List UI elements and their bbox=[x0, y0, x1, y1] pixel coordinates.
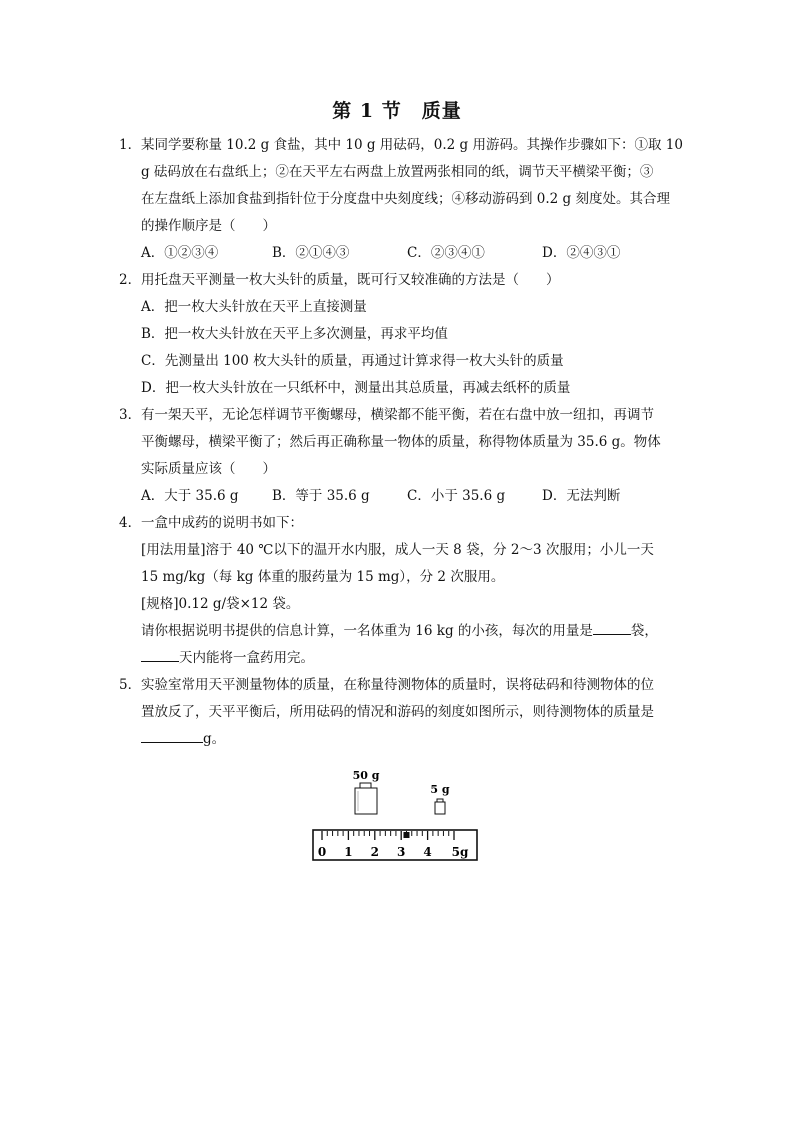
question-text-line: g 砝码放在右盘纸上；②在天平左右两盘上放置两张相同的纸，调节天平横梁平衡；③ bbox=[141, 164, 654, 180]
rider-marker bbox=[403, 832, 409, 838]
question-text: 天内能将一盒药用完。 bbox=[179, 650, 314, 666]
option-c: C．②③④① bbox=[407, 245, 485, 261]
question-text-line: 的操作顺序是（ ） bbox=[141, 218, 276, 234]
question-text-line: 有一架天平，无论怎样调节平衡螺母，横梁都不能平衡，若在右盘中放一纽扣，再调节 bbox=[141, 407, 654, 423]
rider-scale bbox=[313, 830, 477, 860]
question-2 bbox=[119, 267, 679, 402]
option-c: C．先测量出 100 枚大头针的质量，再通过计算求得一枚大头针的质量 bbox=[141, 353, 564, 369]
question-text: 袋， bbox=[630, 623, 658, 639]
question-text-line: 置放反了，天平平衡后，所用砝码的情况和游码的刻度如图所示，则待测物体的质量是 bbox=[141, 704, 654, 720]
question-number: 3． bbox=[119, 407, 142, 423]
usage-text-line: 15 mg/kg（每 kg 体重的服药量为 15 mg），分 2 次服用。 bbox=[141, 569, 505, 585]
spec-text-line: [规格]0.12 g/袋×12 袋。 bbox=[141, 596, 300, 612]
option-d: D．无法判断 bbox=[542, 488, 621, 504]
question-text-line bbox=[141, 726, 679, 753]
question-text-line bbox=[141, 618, 679, 645]
scale-label-4: 4 bbox=[423, 845, 432, 859]
question-number: 1． bbox=[119, 137, 142, 153]
weight-5g-icon bbox=[435, 799, 445, 814]
scale-label-0: 0 bbox=[317, 845, 327, 859]
weight-50g-icon bbox=[355, 783, 377, 814]
scale-label-2: 2 bbox=[370, 845, 379, 859]
question-5 bbox=[119, 672, 679, 753]
question-text-line: 平衡螺母，横梁平衡了；然后再正确称量一物体的质量，称得物体质量为 35.6 g。物体 bbox=[141, 434, 661, 450]
question-4 bbox=[119, 510, 679, 672]
question-text-line: 实际质量应该（ ） bbox=[141, 461, 276, 477]
question-text-line: 一盒中成药的说明书如下： bbox=[141, 515, 303, 531]
question-list bbox=[119, 132, 683, 753]
question-text: 请你根据说明书提供的信息计算，一名体重为 16 kg 的小孩，每次的用量是 bbox=[141, 623, 593, 639]
question-number: 5． bbox=[119, 677, 142, 693]
option-a: A．大于 35.6 g bbox=[141, 488, 239, 504]
option-a: A．①②③④ bbox=[141, 245, 219, 261]
option-b: B．等于 35.6 g bbox=[272, 488, 370, 504]
scale-label-5g: 5g bbox=[451, 845, 469, 859]
question-text-line: 用托盘天平测量一枚大头针的质量，既可行又较准确的方法是（ ） bbox=[141, 272, 560, 288]
balance-figure bbox=[310, 768, 480, 864]
scale-label-1: 1 bbox=[344, 845, 353, 859]
weight-label-5g: 5 g bbox=[430, 783, 450, 796]
option-row bbox=[141, 483, 679, 510]
question-3 bbox=[119, 402, 679, 510]
option-row bbox=[141, 240, 679, 267]
question-text-line: 在左盘纸上添加食盐到指针位于分度盘中央刻度线；④移动游码到 0.2 g 刻度处。其合理 bbox=[141, 191, 670, 207]
question-text-line: 实验室常用天平测量物体的质量，在称量待测物体的质量时，误将砝码和待测物体的位 bbox=[141, 677, 654, 693]
question-number: 2． bbox=[119, 272, 142, 288]
weights-and-scale-diagram bbox=[310, 768, 480, 864]
answer-blank[interactable] bbox=[141, 646, 179, 662]
page-title: 第 1 节 质量 bbox=[332, 100, 462, 122]
question-1 bbox=[119, 132, 683, 267]
option-b: B．把一枚大头针放在天平上多次测量，再求平均值 bbox=[141, 326, 448, 342]
answer-blank[interactable] bbox=[593, 619, 631, 635]
option-d: D．把一枚大头针放在一只纸杯中，测量出其总质量，再减去纸杯的质量 bbox=[141, 380, 571, 396]
weight-label-50g: 50 g bbox=[352, 769, 380, 782]
question-number: 4． bbox=[119, 515, 142, 531]
option-b: B．②①④③ bbox=[272, 245, 350, 261]
usage-text-line: [用法用量]溶于 40 ℃以下的温开水内服，成人一天 8 袋，分 2～3 次服用；小儿一天 bbox=[141, 542, 654, 558]
option-c: C．小于 35.6 g bbox=[407, 488, 506, 504]
question-text-line: 某同学要称量 10.2 g 食盐，其中 10 g 用砝码，0.2 g 用游码。其操作步骤如下：①取 10 bbox=[141, 137, 683, 153]
question-text-line bbox=[141, 645, 679, 672]
answer-blank[interactable] bbox=[141, 727, 203, 743]
question-text: g。 bbox=[203, 731, 226, 747]
scale-label-3: 3 bbox=[397, 845, 406, 859]
option-d: D．②④③① bbox=[542, 245, 621, 261]
option-a: A．把一枚大头针放在天平上直接测量 bbox=[141, 299, 367, 315]
